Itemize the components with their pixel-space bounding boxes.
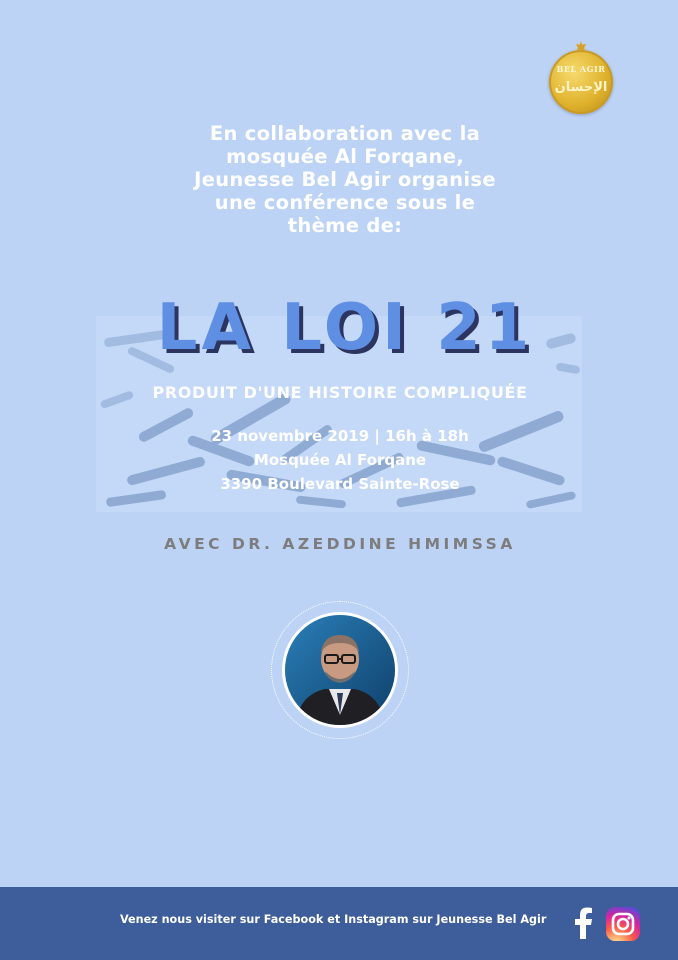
speaker-label: AVEC DR. AZEDDINE HMIMSSA bbox=[164, 535, 516, 553]
intro-line: Jeunesse Bel Agir organise bbox=[194, 168, 496, 191]
event-subtitle: PRODUIT D'UNE HISTOIRE COMPLIQUÉE bbox=[152, 383, 528, 402]
event-date-time: 23 novembre 2019 | 16h à 18h bbox=[211, 427, 469, 445]
event-address: 3390 Boulevard Sainte-Rose bbox=[220, 475, 460, 493]
intro-line: mosquée Al Forqane, bbox=[226, 145, 464, 168]
logo-text: BEL AGIR bbox=[556, 64, 606, 74]
event-venue: Mosquée Al Forqane bbox=[253, 451, 427, 469]
facebook-icon[interactable] bbox=[572, 907, 594, 939]
footer-text: Venez nous visiter sur Facebook et Instagram sur Jeunesse Bel Agir bbox=[120, 913, 547, 926]
intro-text bbox=[100, 122, 590, 237]
intro-line: En collaboration avec la bbox=[209, 122, 481, 145]
intro-line: thème de: bbox=[287, 214, 403, 237]
bel-agir-logo bbox=[549, 50, 613, 114]
instagram-icon[interactable] bbox=[606, 907, 640, 941]
event-details bbox=[140, 424, 540, 496]
logo-arabic-text: الإحسان bbox=[554, 80, 608, 95]
event-title: LA LOI 21 bbox=[156, 291, 534, 365]
intro-line: une conférence sous le bbox=[214, 191, 476, 214]
speaker-photo bbox=[282, 612, 398, 728]
maple-leaf-icon bbox=[576, 41, 586, 53]
footer-bar bbox=[0, 887, 678, 960]
